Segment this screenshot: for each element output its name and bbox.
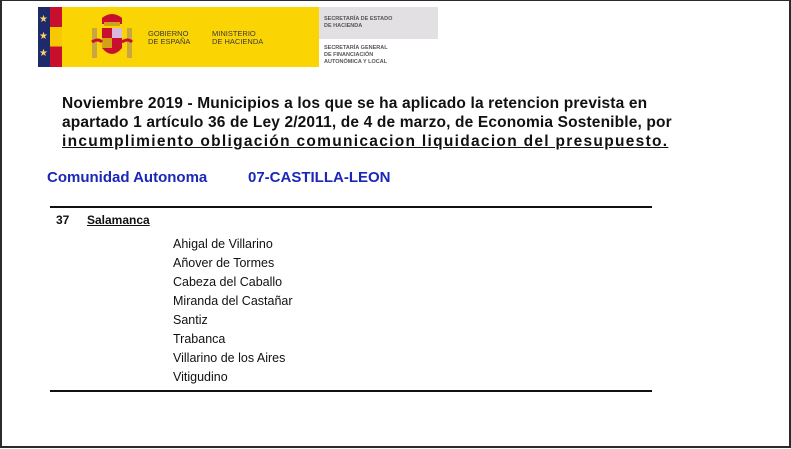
government-logo-banner bbox=[38, 7, 438, 67]
coat-of-arms-icon bbox=[90, 12, 134, 64]
secretariat-state: SECRETARÍA DE ESTADO DE HACIENDA bbox=[324, 16, 393, 29]
eu-flag-strip bbox=[38, 7, 50, 67]
list-item: Miranda del Castañar bbox=[173, 294, 293, 308]
secretariat-panel bbox=[319, 7, 438, 67]
list-item: Vitigudino bbox=[173, 370, 228, 384]
ministry-name: MINISTERIO DE HACIENDA bbox=[212, 29, 264, 46]
province-code: 37 bbox=[56, 213, 70, 227]
list-item: Santiz bbox=[173, 313, 208, 327]
document-title: Noviembre 2019 - Municipios a los que se ha aplicado la retencion prevista en apartado 1 artículo 36 de Ley 2/2011, de 4 de marzo, de Economia Sostenible, por incumplimiento obligación comunicacion liquidacion del presupuesto. bbox=[62, 95, 672, 150]
star-icon: ★ bbox=[39, 48, 48, 59]
list-item: Añover de Tormes bbox=[173, 256, 275, 270]
list-item: Cabeza del Caballo bbox=[173, 275, 283, 289]
list-item: Ahigal de Villarino bbox=[173, 237, 273, 251]
province-name: Salamanca bbox=[87, 213, 150, 227]
region-value: 07-CASTILLA-LEON bbox=[248, 169, 391, 186]
list-item: Trabanca bbox=[173, 332, 226, 346]
spain-flag-band bbox=[50, 7, 62, 67]
list-item: Villarino de los Aires bbox=[173, 351, 286, 365]
secretariat-general: SECRETARÍA GENERAL DE FINANCIACIÓN AUTONÓMICA Y LOCAL bbox=[324, 45, 388, 65]
star-icon: ★ bbox=[39, 14, 48, 25]
government-name: GOBIERNO DE ESPAÑA bbox=[148, 29, 191, 46]
section-divider-top bbox=[50, 206, 652, 208]
star-icon: ★ bbox=[39, 31, 48, 42]
region-label: Comunidad Autonoma bbox=[47, 169, 208, 186]
government-yellow-panel bbox=[62, 7, 319, 67]
section-divider-bottom bbox=[50, 390, 652, 392]
municipality-list bbox=[173, 235, 293, 387]
